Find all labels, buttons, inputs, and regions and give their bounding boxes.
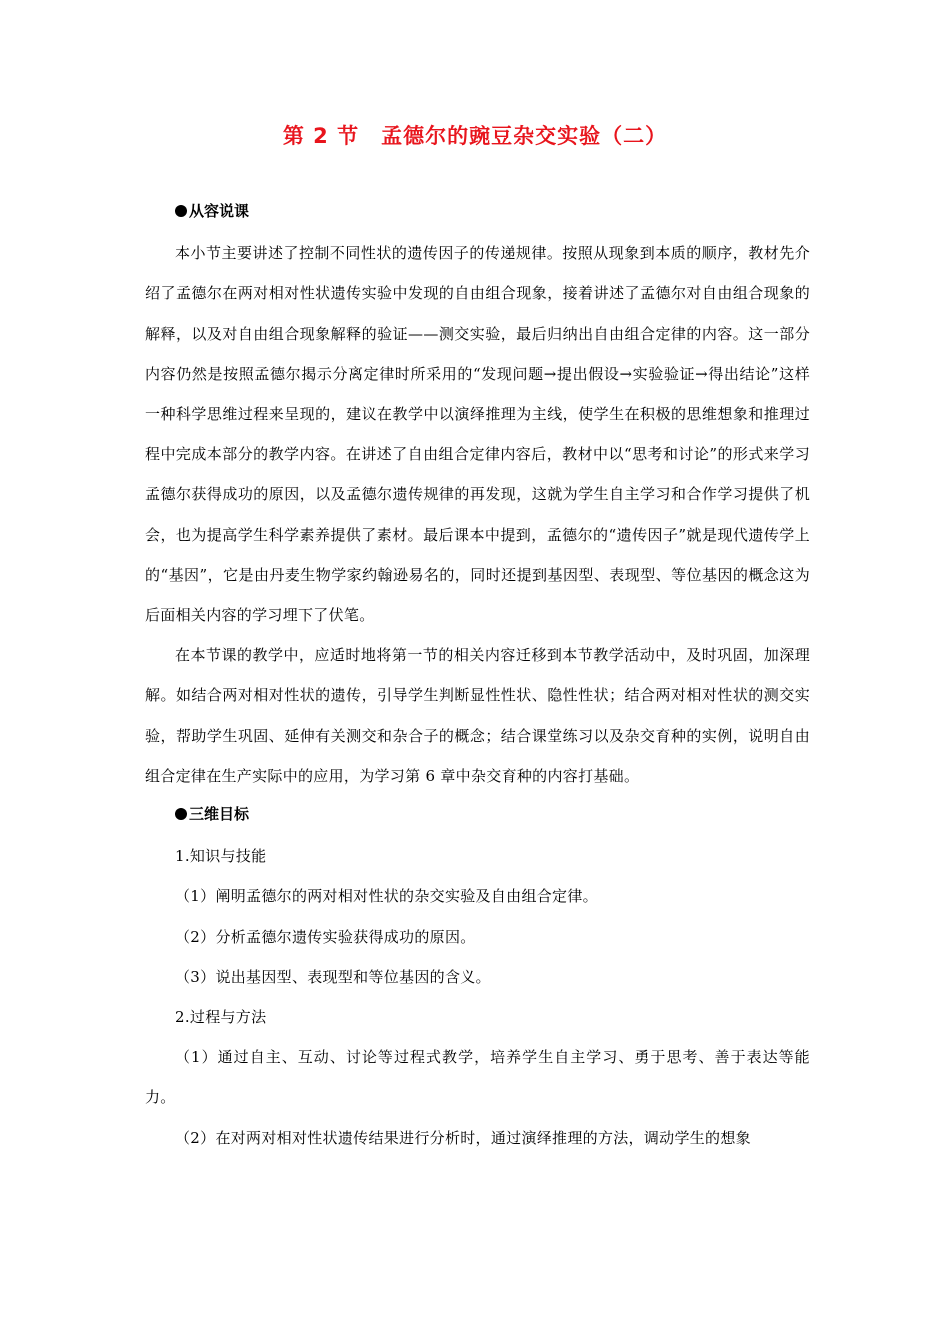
paragraph: 本小节主要讲述了控制不同性状的遗传因子的传递规律。按照从现象到本质的顺序，教材先介绍了孟德尔在两对相对性状遗传实验中发现的自由组合现象，接着讲述了孟德尔对自由组合现象的解释，以及对自由组合现象解释的验证——测交实验，最后归纳出自由组合定律的内容。这一部分内容仍然是按照孟德尔揭示分离定律时所采用的“发现问题→提出假设→实验验证→得出结论”这样一种科学思维过程来呈现的，建议在教学中以演绎推理为主线，使学生在积极的思维想象和推理过程中完成本部分的教学内容。在讲述了自由组合定律内容后，教材中以“思考和讨论”的形式来学习孟德尔获得成功的原因，以及孟德尔遗传规律的再发现，这就为学生自主学习和合作学习提供了机会，也为提高学生科学素养提供了素材。最后课本中提到，孟德尔的“遗传因子”就是现代遗传学上的“基因”，它是由丹麦生物学家约翰逊易名的，同时还提到基因型、表现型、等位基因的概念这为后面相关内容的学习埋下了伏笔。 (145, 244, 810, 625)
paragraph: 在本节课的教学中，应适时地将第一节的相关内容迁移到本节教学活动中，及时巩固，加深理解。如结合两对相对性状的遗传，引导学生判断显性性状、隐性性状；结合两对相对性状的测交实验，帮助学生巩固、延伸有关测交和杂合子的概念；结合课堂练习以及杂交育种的实例，说明自由组合定律在生产实际中的应用，为学习第 6 章中杂交育种的内容打基础。 (145, 646, 810, 785)
page-title: 第 2 节 孟德尔的豌豆杂交实验（二） (282, 124, 668, 148)
list-item: （1）通过自主、互动、讨论等过程式教学，培养学生自主学习、勇于思考、善于表达等能力。 (145, 1048, 810, 1107)
bullet-icon (175, 205, 187, 217)
list-item: （1）阐明孟德尔的两对相对性状的杂交实验及自由组合定律。 (175, 887, 598, 906)
document-body (145, 193, 810, 1158)
list-item: （2）分析孟德尔遗传实验获得成功的原因。 (175, 927, 476, 946)
list-item: （2）在对两对相对性状遗传结果进行分析时，通过演绎推理的方法，调动学生的想象 (175, 1128, 751, 1147)
bullet-icon (175, 808, 187, 820)
list-item: （3）说出基因型、表现型和等位基因的含义。 (175, 967, 491, 986)
section-heading-goals (145, 796, 810, 836)
section-heading-label: 三维目标 (189, 805, 250, 824)
subsection-label: 2.过程与方法 (175, 1008, 267, 1027)
subsection-label: 1.知识与技能 (175, 847, 267, 866)
section-heading-shuoke (145, 193, 810, 233)
section-heading-label: 从容说课 (189, 202, 250, 220)
